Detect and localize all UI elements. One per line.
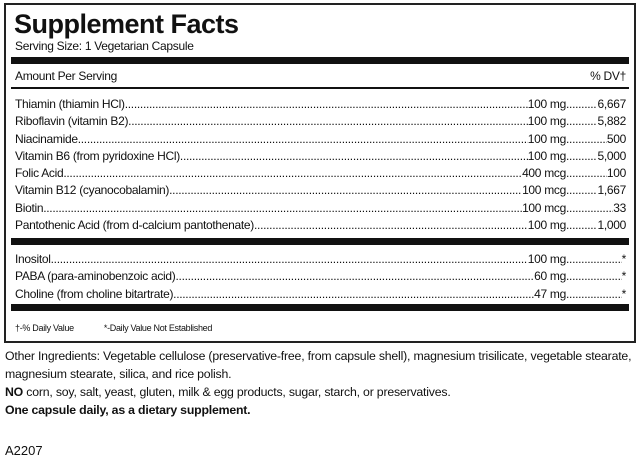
leader-dots: [566, 268, 622, 285]
nutrient-row: [15, 217, 626, 234]
nutrient-amount: 47 mg: [534, 286, 566, 301]
nutrient-dv: 33: [613, 200, 626, 215]
dv-header: % DV†: [590, 69, 626, 83]
leader-dots: [63, 165, 522, 182]
leader-dots: [566, 96, 597, 113]
leader-dots: [566, 165, 607, 182]
nutrient-name: Folic Acid: [15, 166, 64, 181]
nutrient-dv: *: [621, 269, 626, 284]
nutrient-name: Biotin: [15, 200, 44, 215]
serving-size: Serving Size: 1 Vegetarian Capsule: [15, 39, 194, 53]
nutrient-amount: 100 mg: [527, 218, 566, 233]
leader-dots: [125, 96, 528, 113]
supplement-facts-panel: [4, 3, 636, 343]
leader-dots: [566, 148, 597, 165]
leader-dots: [254, 217, 528, 234]
divider-thick: [11, 238, 629, 245]
nutrient-row: [15, 286, 626, 303]
nutrient-row: [15, 268, 626, 285]
nutrient-name: Inositol: [15, 252, 51, 266]
leader-dots: [566, 131, 607, 148]
nutrient-name: Vitamin B12 (cyanocobalamin): [15, 183, 170, 198]
panel-title: Supplement Facts: [14, 9, 239, 39]
footnotes: [15, 323, 242, 333]
nutrient-amount: 100 mg: [527, 252, 566, 266]
leader-dots: [566, 182, 597, 199]
nutrient-amount: 100 mg: [527, 131, 566, 146]
leader-dots: [566, 113, 597, 130]
directions: One capsule daily, as a dietary supplement.: [5, 403, 251, 417]
leader-dots: [128, 113, 528, 130]
other-rows: [15, 251, 626, 303]
free-from: NO corn, soy, salt, yeast, gluten, milk & egg products, sugar, starch, or preservatives.: [5, 385, 451, 399]
leader-dots: [566, 217, 597, 234]
leader-dots: [566, 251, 622, 268]
nutrient-row: [15, 251, 626, 268]
nutrient-dv: *: [621, 286, 626, 301]
nutrient-row: [15, 182, 626, 199]
nutrient-name: Choline (from choline bitartrate): [15, 286, 174, 301]
leader-dots: [43, 200, 522, 217]
nutrient-row: [15, 113, 626, 130]
nutrient-row: [15, 96, 626, 113]
divider-thin: [11, 87, 629, 89]
nutrient-dv: 100: [606, 166, 626, 181]
other-ingredients-block: [5, 347, 635, 419]
vitamin-rows: [15, 96, 626, 234]
nutrient-name: Riboflavin (vitamin B2): [15, 114, 129, 129]
leader-dots: [51, 251, 528, 268]
nutrient-name: Vitamin B6 (from pyridoxine HCl): [15, 148, 180, 163]
leader-dots: [173, 286, 534, 303]
nutrient-amount: 100 mcg: [522, 200, 566, 215]
nutrient-amount: 100 mg: [527, 114, 566, 129]
nutrient-row: [15, 131, 626, 148]
nutrient-amount: 60 mg: [534, 269, 566, 284]
nutrient-dv: 5,882: [597, 114, 626, 129]
nutrient-dv: 1,667: [597, 183, 626, 198]
amount-per-serving-header: Amount Per Serving: [15, 69, 117, 83]
nutrient-name: Niacinamide: [15, 131, 78, 146]
nutrient-name: Thiamin (thiamin HCl): [15, 97, 125, 111]
nutrient-dv: *: [621, 252, 626, 266]
divider-thick: [11, 57, 629, 64]
leader-dots: [180, 148, 528, 165]
leader-dots: [169, 182, 522, 199]
product-code: A2207: [5, 443, 43, 458]
footnote-star: *-Daily Value Not Established: [103, 323, 213, 333]
nutrient-amount: 100 mcg: [522, 183, 566, 198]
leader-dots: [566, 200, 613, 217]
nutrient-dv: 6,667: [597, 97, 626, 111]
leader-dots: [176, 268, 535, 285]
leader-dots: [566, 286, 622, 303]
nutrient-name: PABA (para-aminobenzoic acid): [15, 269, 176, 284]
nutrient-name: Pantothenic Acid (from d-calcium pantothenate): [15, 218, 255, 233]
nutrient-row: [15, 165, 626, 182]
nutrient-amount: 400 mcg: [522, 166, 566, 181]
nutrient-row: [15, 200, 626, 217]
leader-dots: [78, 131, 528, 148]
nutrient-dv: 5,000: [597, 148, 626, 163]
nutrient-dv: 1,000: [597, 218, 626, 233]
nutrient-dv: 500: [606, 131, 626, 146]
footnote-dagger: †-% Daily Value: [15, 323, 74, 333]
other-ingredients: Other Ingredients: Vegetable cellulose (preservative-free, from capsule shell), magnesium trisilicate, vegetable stearate, magnesium stearate, silica, and rice polish.: [5, 349, 632, 381]
nutrient-row: [15, 148, 626, 165]
nutrient-amount: 100 mg: [527, 97, 566, 111]
nutrient-amount: 100 mg: [527, 148, 566, 163]
divider-thick: [11, 304, 629, 311]
